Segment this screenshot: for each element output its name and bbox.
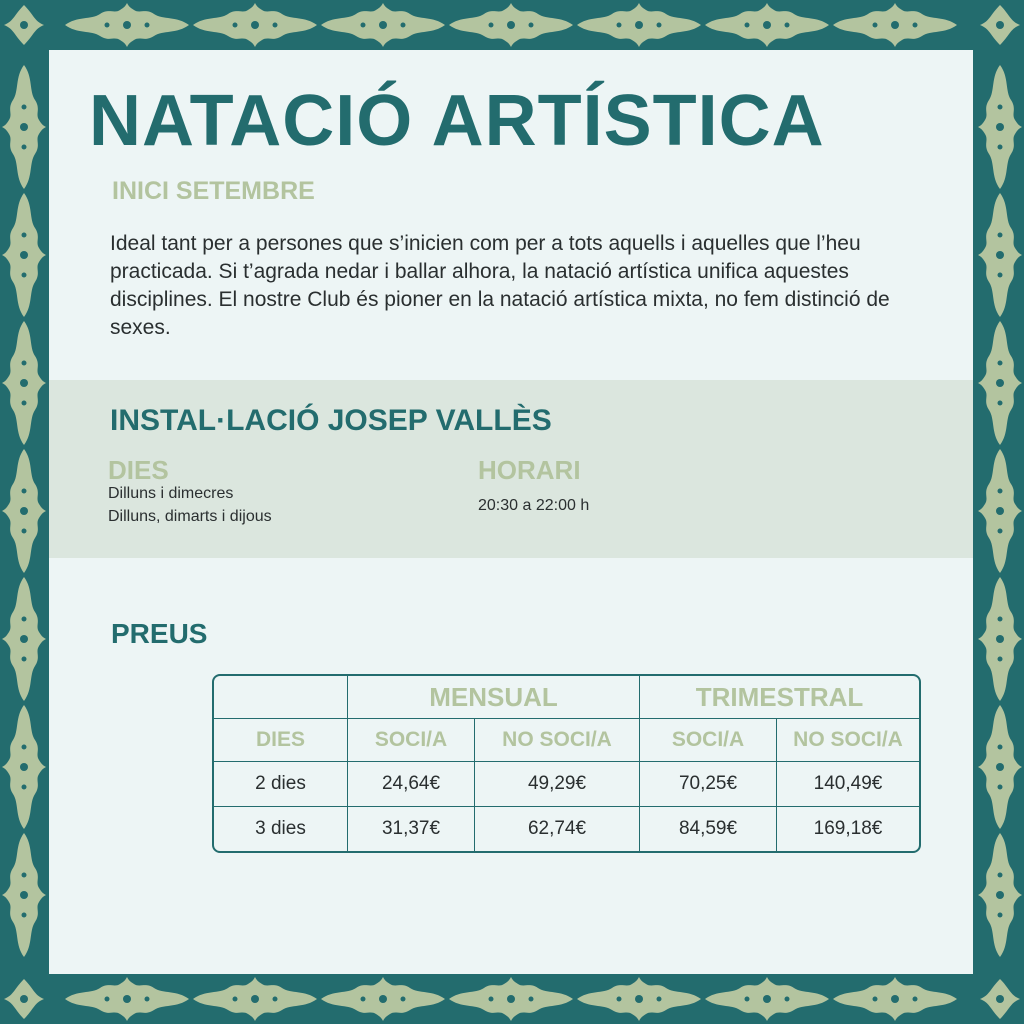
- price-cell: 62,74€: [475, 807, 640, 851]
- schedule-hours: 20:30 a 22:00 h: [478, 497, 590, 514]
- border-ornament-bottom: [65, 977, 189, 1021]
- border-ornament-top: [705, 3, 829, 47]
- col-header-days: DIES: [214, 719, 348, 762]
- empty-header-cell: [214, 676, 348, 719]
- border-ornament-left: [2, 65, 46, 189]
- days-label: DIES: [108, 455, 169, 485]
- price-cell: 31,37€: [348, 807, 475, 851]
- table-row: [214, 807, 919, 851]
- content-panel: [49, 50, 973, 974]
- price-cell: 140,49€: [777, 762, 919, 807]
- price-cell: 169,18€: [813, 818, 883, 839]
- border-ornament-bottom: [449, 977, 573, 1021]
- schedule-label: HORARI: [478, 455, 581, 485]
- price-table-wrapper: [212, 674, 917, 853]
- start-date-subtitle: INICI SETEMBRE: [112, 177, 315, 205]
- border-corner-ornament: [4, 979, 44, 1019]
- border-ornament-right: [978, 577, 1022, 701]
- border-ornament-left: [2, 321, 46, 445]
- border-ornament-right: [978, 65, 1022, 189]
- price-cell: 70,25€: [640, 762, 777, 807]
- col-header-monthly-member: SOCI/A: [348, 719, 475, 762]
- prices-title: PREUS: [111, 618, 208, 649]
- days-line-2: Dilluns, dimarts i dijous: [108, 508, 272, 525]
- border-ornament-bottom: [321, 977, 445, 1021]
- border-ornament-right: [978, 193, 1022, 317]
- row-days-cell: 2 dies: [214, 762, 348, 807]
- border-ornament-top: [321, 3, 445, 47]
- border-ornament-top: [833, 3, 957, 47]
- price-cell: 24,64€: [348, 762, 475, 807]
- venue-band: [49, 380, 973, 558]
- col-header-quarterly-member: SOCI/A: [640, 719, 777, 762]
- border-ornament-bottom: [705, 977, 829, 1021]
- days-line-1: Dilluns i dimecres: [108, 485, 234, 502]
- price-table: [212, 674, 921, 853]
- border-ornament-left: [2, 577, 46, 701]
- border-ornament-top: [449, 3, 573, 47]
- border-ornament-left: [2, 449, 46, 573]
- border-ornament-right: [978, 449, 1022, 573]
- border-ornament-left: [2, 705, 46, 829]
- border-ornament-top: [577, 3, 701, 47]
- border-ornament-top: [65, 3, 189, 47]
- group-header-quarterly: TRIMESTRAL: [640, 676, 919, 719]
- page-title: NATACIÓ ARTÍSTICA: [89, 81, 825, 161]
- border-ornament-bottom: [193, 977, 317, 1021]
- border-ornament-right: [978, 321, 1022, 445]
- price-cell: 49,29€: [475, 762, 640, 807]
- row-days-cell: 3 dies: [214, 807, 348, 851]
- border-ornament-bottom: [577, 977, 701, 1021]
- border-ornament-bottom: [833, 977, 957, 1021]
- col-header-monthly-nonmember: NO SOCI/A: [475, 719, 640, 762]
- border-corner-ornament: [4, 5, 44, 45]
- border-ornament-right: [978, 705, 1022, 829]
- group-header-row: [214, 676, 919, 719]
- table-row: [214, 762, 919, 807]
- group-header-monthly: MENSUAL: [348, 676, 640, 719]
- border-ornament-top: [193, 3, 317, 47]
- border-ornament-right: [978, 833, 1022, 957]
- intro-paragraph: Ideal tant per a persones que s’inicien com per a tots aquells i aquelles que l’heu practicada. Si t’agrada nedar i ballar alhora, la natació artística unifica aquestes disciplines. El nostre Club és pioner en la natació artística mixta, no fem distinció de sexes.: [110, 232, 890, 339]
- column-header-row: [214, 719, 919, 762]
- col-header-quarterly-nonmember: NO SOCI/A: [777, 719, 919, 762]
- border-ornament-left: [2, 833, 46, 957]
- border-corner-ornament: [980, 979, 1020, 1019]
- border-ornament-left: [2, 193, 46, 317]
- venue-title: INSTAL·LACIÓ JOSEP VALLÈS: [110, 404, 552, 437]
- price-cell: 84,59€: [640, 807, 777, 851]
- border-corner-ornament: [980, 5, 1020, 45]
